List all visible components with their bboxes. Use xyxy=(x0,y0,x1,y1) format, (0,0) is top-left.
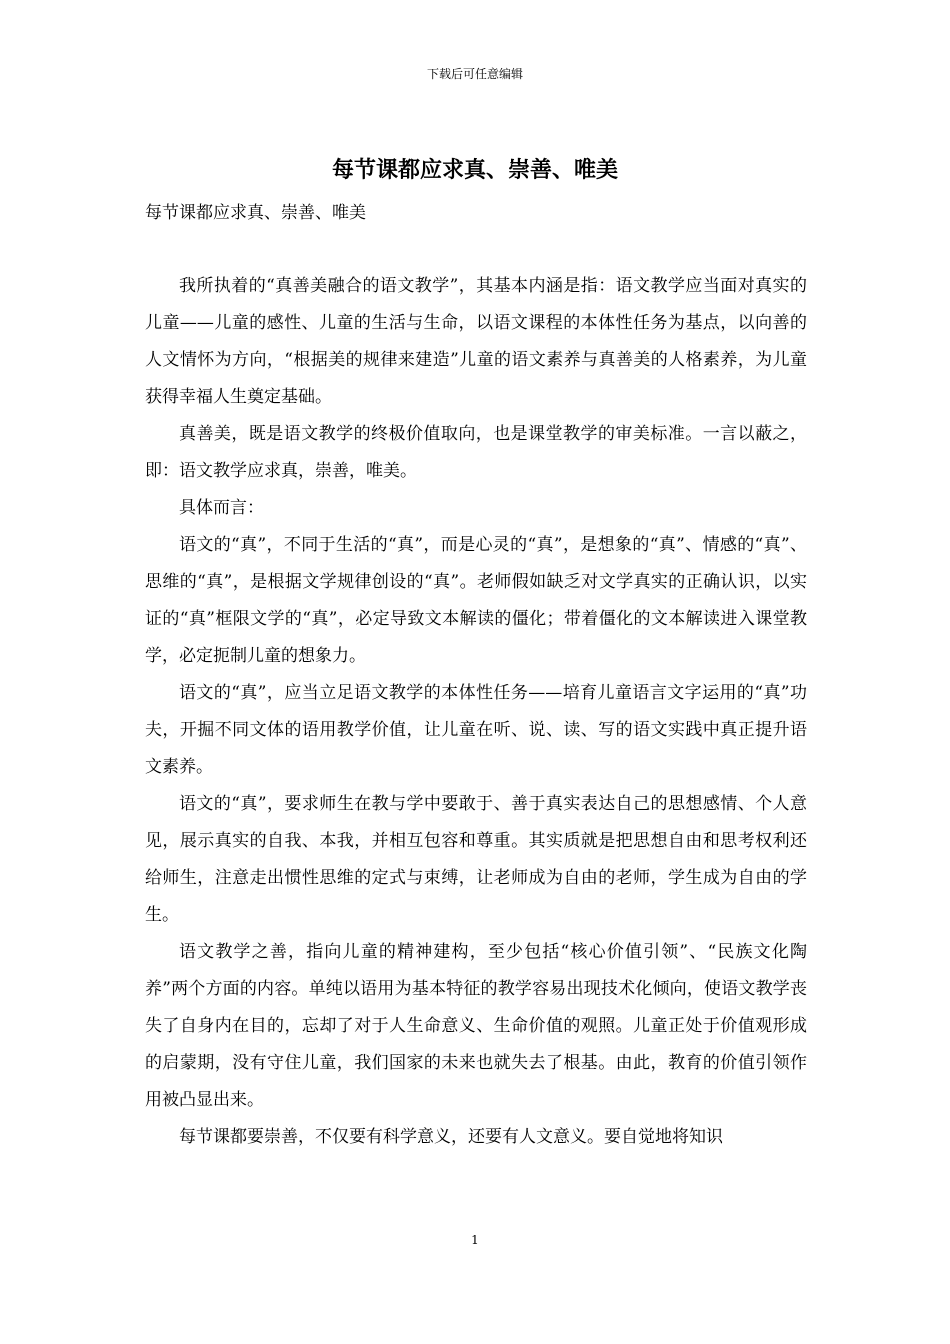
paragraph: 语文的“真”，不同于生活的“真”，而是心灵的“真”，是想象的“真”、情感的“真”、思维的“真”，是根据文学规律创设的“真”。老师假如缺乏对文学真实的正确认识，以实证的“真”框限文学的“真”，必定导致文本解读的僵化；带着僵化的文本解读进入课堂教学，必定扼制儿童的想象力。 xyxy=(145,535,807,666)
paragraph: 语文教学之善，指向儿童的精神建构，至少包括“核心价值引领”、“民族文化陶养”两个方面的内容。单纯以语用为基本特征的教学容易出现技术化倾向，使语文教学丧失了自身内在目的，忘却了对于人生命意义、生命价值的观照。儿童正处于价值观形成的启蒙期，没有守住儿童，我们国家的未来也就失去了根基。由此，教育的价值引领作用被凸显出来。 xyxy=(145,942,807,1110)
paragraph: 语文的“真”，应当立足语文教学的本体性任务——培育儿童语言文字运用的“真”功夫，开掘不同文体的语用教学价值，让儿童在听、说、读、写的语文实践中真正提升语文素养。 xyxy=(145,683,807,777)
page-header: 下载后可任意编辑 xyxy=(426,67,523,81)
document-body xyxy=(145,268,807,1156)
paragraph: 我所执着的“真善美融合的语文教学”，其基本内涵是指：语文教学应当面对真实的儿童——儿童的感性、儿童的生活与生命，以语文课程的本体性任务为基点，以向善的人文情怀为方向，“根据美的规律来建造”儿童的语文素养与真善美的人格素养，为儿童获得幸福人生奠定基础。 xyxy=(145,276,807,407)
paragraph: 具体而言： xyxy=(179,498,264,518)
paragraph: 每节课都要崇善，不仅要有科学意义，还要有人文意义。要自觉地将知识 xyxy=(179,1127,723,1147)
document-subtitle: 每节课都应求真、崇善、唯美 xyxy=(145,203,366,223)
document-title: 每节课都应求真、崇善、唯美 xyxy=(331,157,618,183)
page-number: 1 xyxy=(471,1233,479,1247)
paragraph: 语文的“真”，要求师生在教与学中要敢于、善于真实表达自己的思想感情、个人意见，展示真实的自我、本我，并相互包容和尊重。其实质就是把思想自由和思考权利还给师生，注意走出惯性思维的定式与束缚，让老师成为自由的老师，学生成为自由的学生。 xyxy=(145,794,807,925)
paragraph: 真善美，既是语文教学的终极价值取向，也是课堂教学的审美标准。一言以蔽之，即：语文教学应求真，崇善，唯美。 xyxy=(145,424,807,481)
